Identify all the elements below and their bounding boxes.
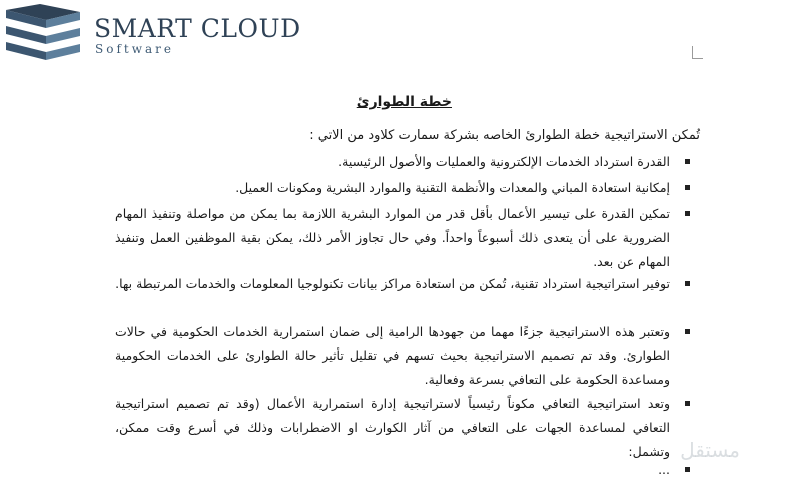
document-heading: خطة الطوارئ (356, 94, 452, 110)
bullet-item: توفير استراتيجية استرداد تقنية، تُمكن من استعادة مراكز بيانات تكنولوجيا المعلومات والخدمات المرتبطة بها. (115, 272, 670, 296)
intro-paragraph: تُمكن الاستراتيجية خطة الطوارئ الخاصه بشركة سمارت كلاود من الاتي : (309, 128, 700, 143)
bullet-item: القدرة استرداد الخدمات الإلكترونية والعمليات والأصول الرئيسية. (115, 150, 670, 174)
bullet-item: وتعتبر هذه الاستراتيجية جزءًا مهما من جهودها الرامية إلى ضمان استمرارية الخدمات الحكومية في حالات الطوارئ. وقد تم تصميم الاستراتيجية بحيث تسهم في تقليل تأثير حالة الطوارئ على الخدمات الحكومية ومساعدة الحكومة على التعافي بسرعة وفعالية. (115, 320, 670, 392)
logo-subtitle: Software (95, 42, 174, 56)
logo-title: SMART CLOUD (94, 14, 301, 43)
watermark: مستقل (680, 438, 740, 462)
bullet-item: إمكانية استعادة المباني والمعدات والأنظمة التقنية والموارد البشرية ومكونات العميل. (115, 176, 670, 200)
bullet-item: تمكين القدرة على تيسير الأعمال بأقل قدر من الموارد البشرية اللازمة بما يمكن من مواصلة وتنفيذ المهام الضرورية على أن يتعدى ذلك أسبوعاً واحداً. وفي حال تجاوز الأمر ذلك، يمكن بقية الموظفين العمل وتنفيذ المهام عن بعد. (115, 202, 670, 274)
bullet-item: وتعد استراتيجية التعافي مكوناً رئيسياً لاستراتيجية إدارة استمرارية الأعمال (وقد تم تصميم استراتيجية التعافي لمساعدة الجهات على التعافي من آثار الكوارث او الاضطرابات وذلك في أسرع وقت ممكن، وتشمل: (115, 392, 670, 464)
bullet-item: ... (115, 458, 670, 482)
